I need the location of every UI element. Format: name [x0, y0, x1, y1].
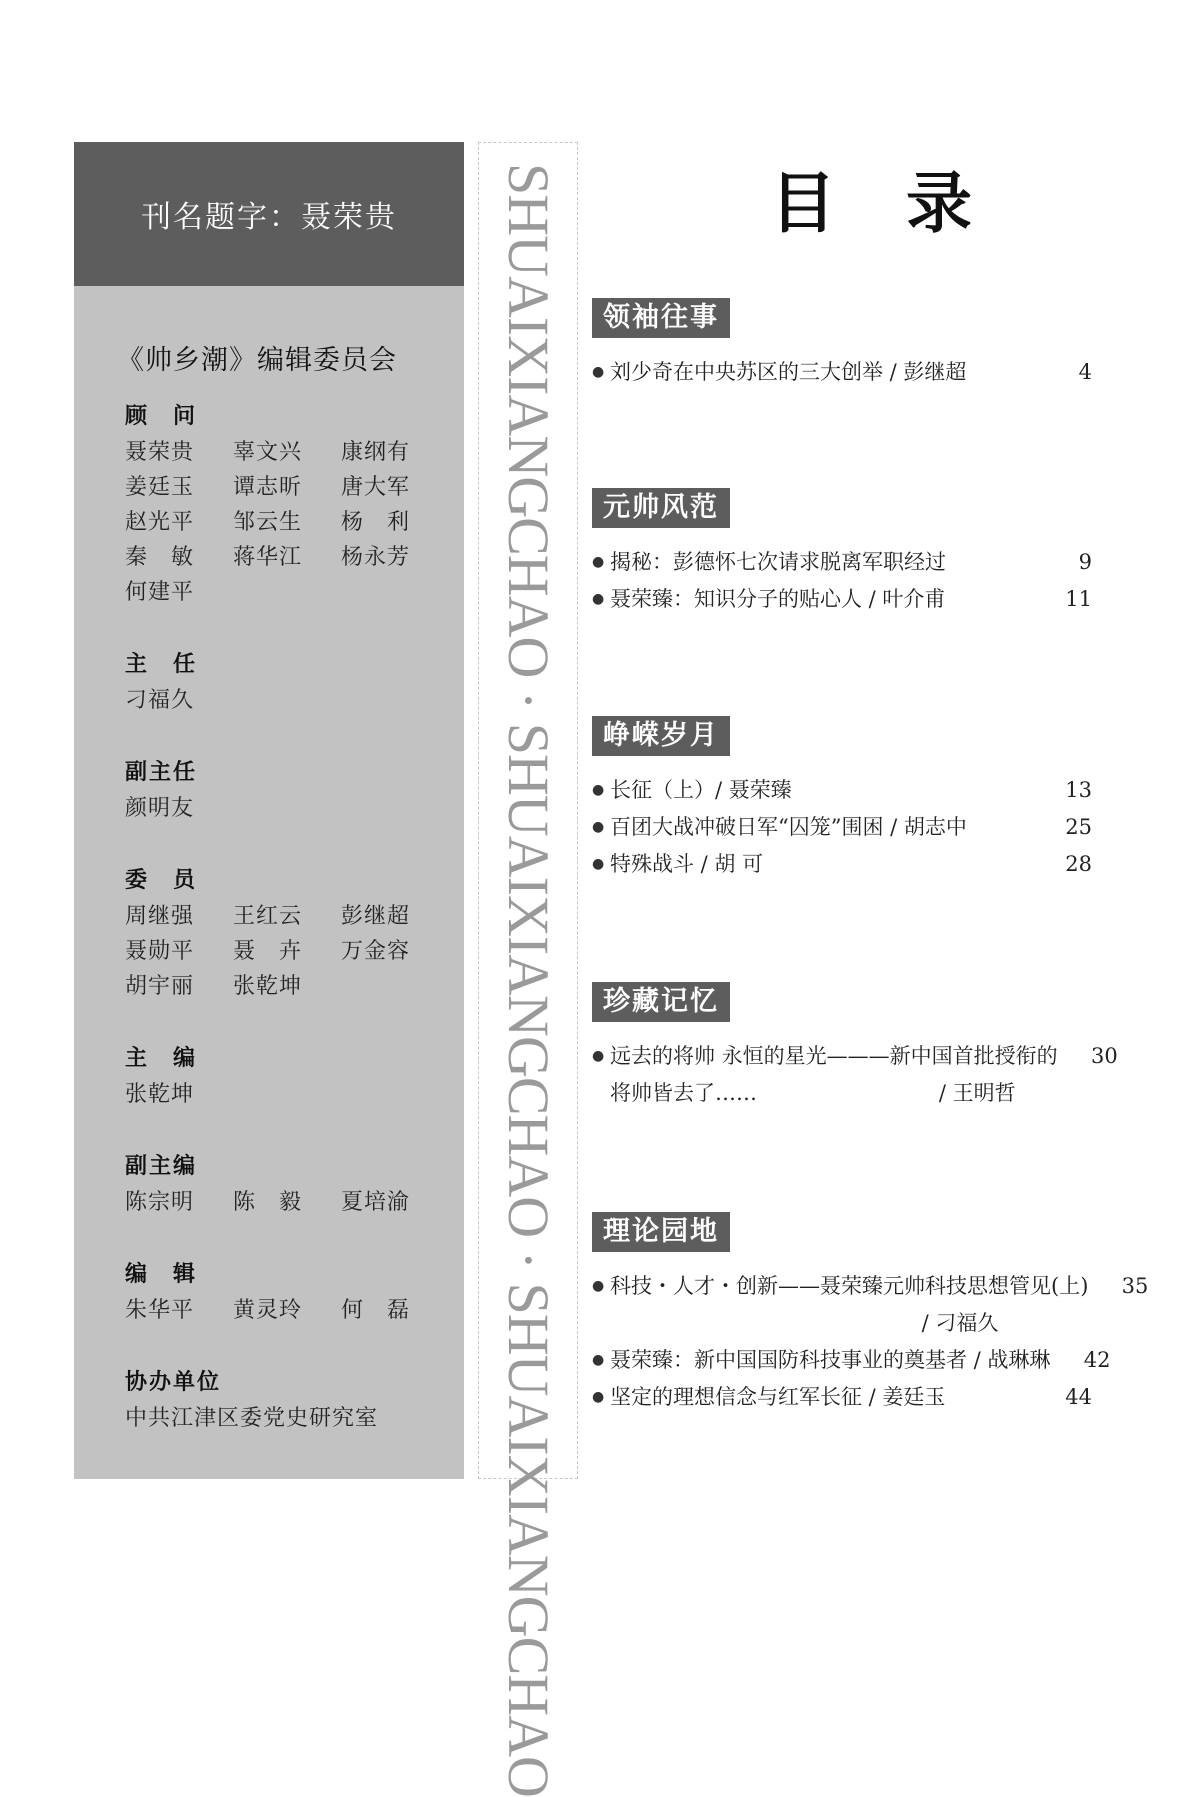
toc-entry-text: [610, 544, 1032, 581]
toc-entry-byline: / 刁福久: [921, 1311, 999, 1335]
toc-entry-text: [610, 1379, 1032, 1416]
board-group: [125, 755, 464, 826]
toc-section-label: 珍藏记忆: [592, 982, 730, 1022]
toc-entry-title: 特殊战斗 / 胡 可: [610, 852, 764, 876]
toc-entry[interactable]: [592, 354, 1092, 391]
board-member-name: 陈宗明: [125, 1190, 195, 1215]
board-role: 副主编: [125, 1154, 198, 1179]
toc-section-label: 元帅风范: [592, 488, 730, 528]
board-member-name: 朱华平: [125, 1298, 195, 1323]
board-member-name: 谭志昕: [233, 475, 303, 500]
board-member-name: 周继强: [125, 904, 195, 929]
board-member-name: 唐大军: [341, 475, 411, 500]
toc-items: [592, 354, 1092, 391]
toc-entry[interactable]: [592, 772, 1092, 809]
board-member-name: 蒋华江: [233, 545, 303, 570]
board-member-name: 秦 敏: [125, 545, 195, 570]
board-names: [125, 1293, 455, 1328]
toc-entry[interactable]: [592, 1342, 1111, 1379]
toc-items: [592, 772, 1092, 883]
toc-entry[interactable]: [592, 809, 1092, 846]
board-group: [125, 1365, 464, 1436]
board-member-name: 邹云生: [233, 510, 303, 535]
board-member-name: 刁福久: [125, 688, 195, 713]
toc-section-label: 理论园地: [592, 1212, 730, 1252]
board-role: 副主任: [125, 760, 198, 785]
toc-entry[interactable]: [592, 581, 1092, 618]
toc-entry-title: 刘少奇在中央苏区的三大创举 / 彭继超: [610, 360, 967, 384]
toc-entry-text: [610, 354, 1032, 391]
board-names: [125, 435, 455, 610]
toc-entry-text: [610, 1268, 1088, 1342]
bullet-icon: ●: [592, 364, 605, 380]
toc-entry-byline: / 王明哲: [938, 1081, 1016, 1105]
toc-entry-title: 百团大战冲破日军“囚笼”围困 / 胡志中: [610, 815, 967, 839]
board-member-name: 陈 毅: [233, 1190, 303, 1215]
board-member-name: 聂勋平: [125, 939, 195, 964]
board-member-name: 中共江津区委党史研究室: [125, 1406, 379, 1431]
bullet-icon: ●: [592, 591, 605, 607]
editorial-board-panel: [74, 286, 464, 1479]
toc-entry-title: 坚定的理想信念与红军长征 / 姜廷玉: [610, 1385, 946, 1409]
board-role: 主 编: [125, 1046, 198, 1071]
board-group: [125, 1041, 464, 1112]
vertical-title-text: SHUAIXIANGCHAO · SHUAIXIANGCHAO · SHUAIXIANGCHAO: [496, 163, 561, 1797]
board-member-name: 杨永芳: [341, 545, 411, 570]
board-member-name: 张乾坤: [125, 1082, 195, 1107]
bullet-icon: ●: [592, 819, 605, 835]
board-member-name: 黄灵玲: [233, 1298, 303, 1323]
toc-entry-title: 揭秘：彭德怀七次请求脱离军职经过: [610, 550, 946, 574]
editorial-board-groups: [125, 399, 464, 1436]
toc-page-number: 4: [1078, 360, 1092, 384]
masthead-inscription: [74, 142, 464, 286]
toc-entry-title: 远去的将帅 永恒的星光———新中国首批授衔的: [610, 1044, 1058, 1068]
toc-entry-text: [610, 1342, 1050, 1379]
toc-page-number: 9: [1078, 550, 1092, 574]
board-member-name: 何建平: [125, 580, 195, 605]
toc-entry-text: [610, 581, 1032, 618]
toc-page-number: 25: [1065, 815, 1092, 839]
board-names: [125, 683, 455, 718]
toc-entry[interactable]: [592, 1038, 1118, 1112]
toc-entry[interactable]: [592, 544, 1092, 581]
editorial-board-title: 《帅乡潮》编辑委员会: [117, 345, 397, 376]
toc-entry-text: [610, 846, 1032, 883]
board-group: [125, 1149, 464, 1220]
toc-entry-title-cont: 将帅皆去了……: [610, 1081, 757, 1105]
board-member-name: 姜廷玉: [125, 475, 195, 500]
board-member-name: 夏培渝: [341, 1190, 411, 1215]
toc-page-number: 44: [1065, 1385, 1092, 1409]
board-member-name: 赵光平: [125, 510, 195, 535]
bullet-icon: ●: [592, 1278, 605, 1294]
board-member-name: 万金容: [341, 939, 411, 964]
board-member-name: 何 磊: [341, 1298, 411, 1323]
toc-section-label: 领袖往事: [592, 298, 730, 338]
board-group: [125, 1257, 464, 1328]
board-group: [125, 399, 464, 610]
bullet-icon: ●: [592, 782, 605, 798]
toc-items: [592, 1268, 1149, 1416]
toc-entry-title: 聂荣臻：知识分子的贴心人 / 叶介甫: [610, 587, 946, 611]
board-member-name: 聂 卉: [233, 939, 303, 964]
board-group: [125, 647, 464, 718]
bullet-icon: ●: [592, 1352, 605, 1368]
toc-entry[interactable]: [592, 1268, 1149, 1342]
board-names: [125, 1077, 455, 1112]
board-role: 编 辑: [125, 1262, 198, 1287]
toc-section: [592, 716, 1092, 883]
bullet-icon: ●: [592, 554, 605, 570]
bullet-icon: ●: [592, 1389, 605, 1405]
board-member-name: 彭继超: [341, 904, 411, 929]
board-group: [125, 863, 464, 1004]
board-names: [125, 1185, 455, 1220]
board-role: 顾 问: [125, 404, 198, 429]
toc-entry-title: 长征（上）/ 聂荣臻: [610, 778, 792, 802]
toc-page-number: 30: [1090, 1044, 1118, 1068]
board-member-name: 张乾坤: [233, 974, 303, 999]
board-names: [125, 1401, 455, 1436]
toc-entry-title-line2: [610, 1075, 1058, 1112]
board-member-name: 王红云: [233, 904, 303, 929]
toc-page-number: 35: [1121, 1274, 1149, 1298]
toc-title: 目录: [770, 164, 1042, 242]
board-member-name: 颜明友: [125, 796, 195, 821]
toc-section-label: 峥嵘岁月: [592, 716, 730, 756]
toc-page-number: 28: [1065, 852, 1092, 876]
board-member-name: 康纲有: [341, 440, 411, 465]
board-member-name: 聂荣贵: [125, 440, 195, 465]
board-role: 委 员: [125, 868, 198, 893]
toc-section: [592, 982, 1118, 1112]
toc-items: [592, 1038, 1118, 1112]
toc-page-number: 42: [1083, 1348, 1111, 1372]
board-role: 协办单位: [125, 1370, 222, 1395]
toc-section: [592, 1212, 1149, 1416]
board-member-name: 杨 利: [341, 510, 411, 535]
masthead-inscription-text: 刊名题字：聂荣贵: [141, 200, 397, 235]
board-member-name: 胡宇丽: [125, 974, 195, 999]
board-names: [125, 791, 455, 826]
vertical-title-strip: [478, 142, 578, 1797]
toc-entry[interactable]: [592, 1379, 1092, 1416]
toc-entry-text: [610, 809, 1032, 846]
toc-entry-title: 聂荣臻：新中国国防科技事业的奠基者 / 战琳琳: [610, 1348, 1051, 1372]
toc-page-number: 11: [1065, 587, 1092, 611]
bullet-icon: ●: [592, 1048, 605, 1064]
board-role: 主 任: [125, 652, 198, 677]
toc-section: [592, 298, 1092, 391]
toc-entry-text: [610, 1038, 1058, 1112]
board-member-name: 辜文兴: [233, 440, 303, 465]
toc-page-number: 13: [1065, 778, 1092, 802]
toc-items: [592, 544, 1092, 618]
board-names: [125, 899, 455, 1004]
toc-entry-text: [610, 772, 1032, 809]
toc-entry-title: 科技・人才・创新——聂荣臻元帅科技思想管见(上): [610, 1274, 1089, 1298]
toc-entry[interactable]: [592, 846, 1092, 883]
bullet-icon: ●: [592, 856, 605, 872]
toc-section: [592, 488, 1092, 618]
